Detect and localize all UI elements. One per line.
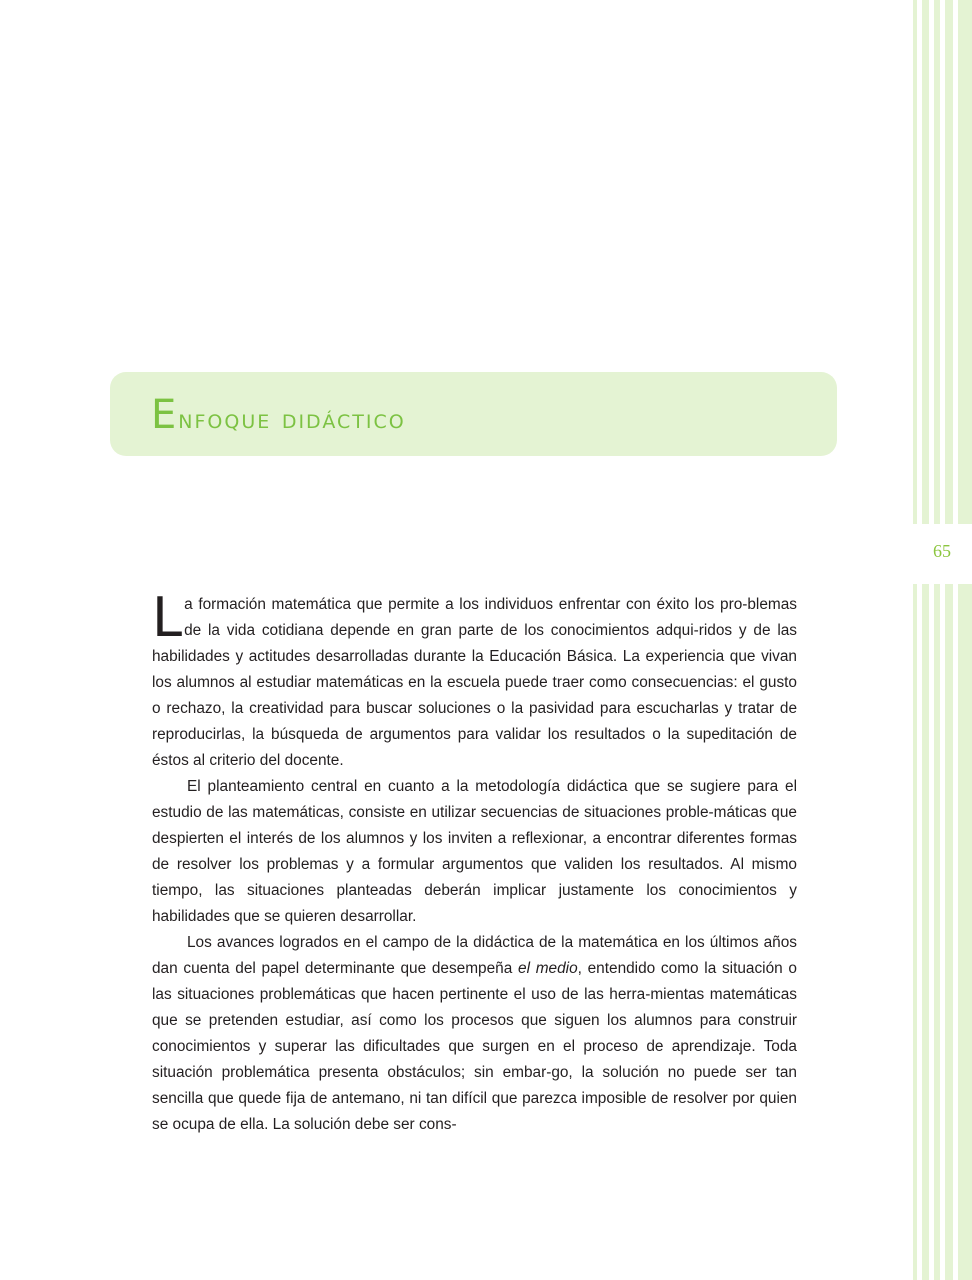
section-title-initial: E	[151, 392, 179, 438]
margin-stripe	[958, 0, 972, 1280]
paragraph-3-emphasis: el medio	[518, 960, 578, 977]
margin-stripe	[913, 0, 917, 1280]
section-title	[151, 392, 406, 438]
margin-stripe	[934, 0, 940, 1280]
margin-stripe	[922, 0, 929, 1280]
paragraph-2: El planteamiento central en cuanto a la metodología didáctica que se sugiere para el estudio de las matemáticas, consiste en utilizar secuencias de situaciones proble-máticas que despierten el interés de los alumnos y los inviten a reflexionar, a encontrar diferentes formas de resolver los problemas y a formular argumentos que validen los resultados. Al mismo tiempo, las situaciones planteadas deberán implicar justamente los conocimientos y habilidades que se quieren desarrollar.	[152, 778, 797, 925]
paragraph-1	[152, 586, 797, 774]
paragraph-3-text-after: , entendido como la situación o las situaciones problemáticas que hacen pertinente el uso de las herra-mientas matemáticas que se pretenden estudiar, así como los procesos que siguen los alumnos para construir conocimientos y superar las dificultades que surgen en el proceso de aprendizaje. Toda situación problemática presenta obstáculos; sin embar-go, la solución no puede ser tan sencilla que quede fija de antemano, ni tan difícil que parezca imposible de resolver por quien se ocupa de ella. La solución debe ser cons-	[152, 960, 797, 1133]
margin-stripe	[945, 0, 953, 1280]
drop-cap: L	[152, 586, 183, 649]
page-number: 65	[933, 541, 951, 561]
section-title-rest: nfoque didáctico	[178, 404, 406, 435]
body-text	[152, 586, 797, 1138]
paragraph-3	[152, 930, 797, 1138]
paragraph-3-text-before: Los avances logrados en el campo de la didáctica de la matemática en los últimos años dan cuenta del papel determinante que desempeña	[152, 934, 797, 977]
paragraph-1-text: a formación matemática que permite a los individuos enfrentar con éxito los pro-blemas de la vida cotidiana depende en gran parte de los conocimientos adqui-ridos y de las habilidades y actitudes desarrolladas durante la Educación Básica. La experiencia que vivan los alumnos al estudiar matemáticas en la escuela puede traer como consecuencias: el gusto o rechazo, la creatividad para buscar soluciones o la pasividad para escucharlas y tratar de reproducirlas, la búsqueda de argumentos para validar los resultados o la supeditación de éstos al criterio del docente.	[152, 596, 797, 769]
